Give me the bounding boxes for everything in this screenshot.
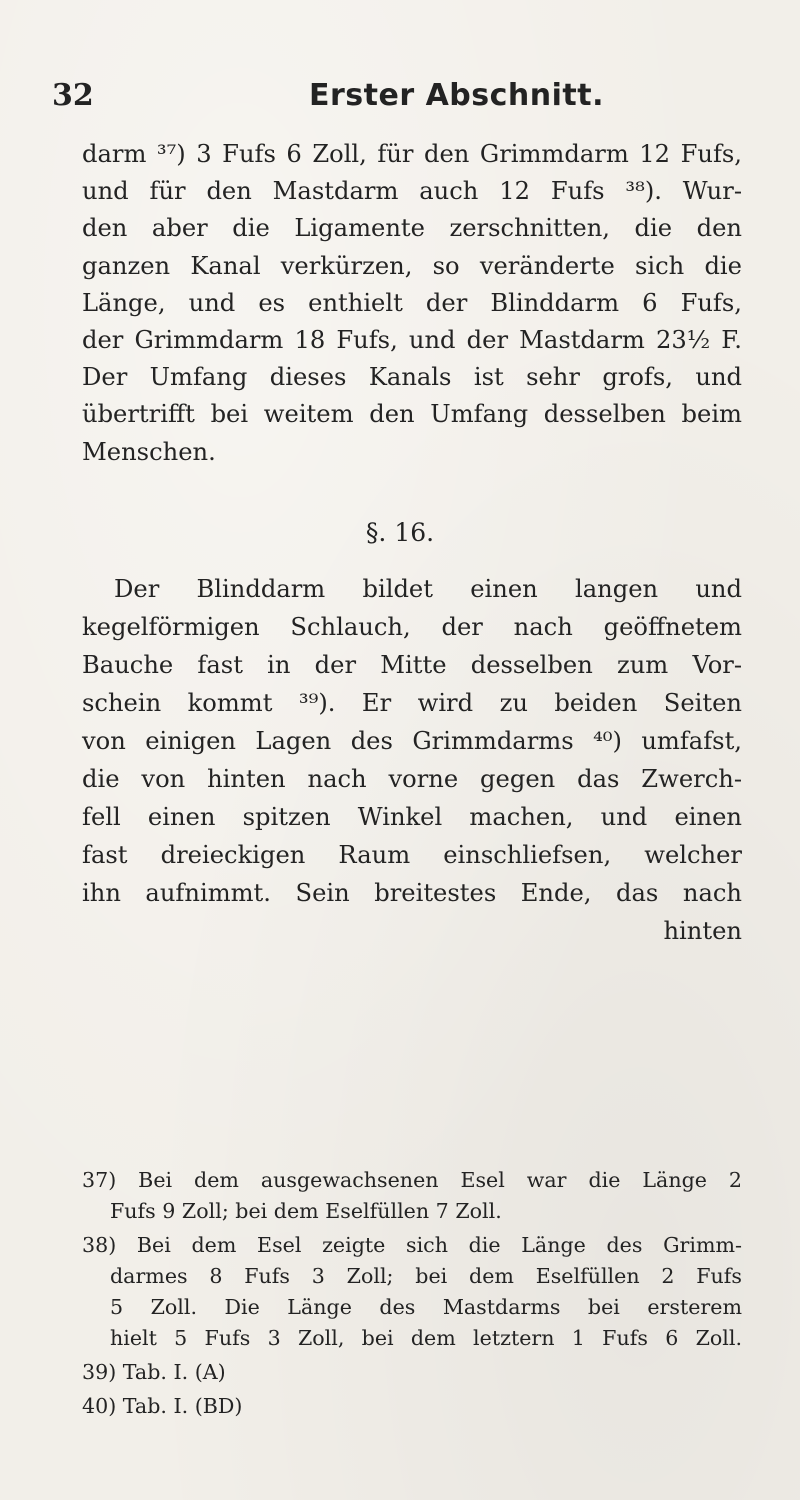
footnote-line: 40) Tab. I. (BD)	[82, 1394, 243, 1418]
text-line: Der Blinddarm bildet einen langen und	[114, 575, 742, 603]
footnote-line: 5 Zoll. Die Länge des Mastdarms bei ersterem	[110, 1295, 742, 1319]
text-line: Menschen.	[82, 437, 216, 466]
footnotes	[82, 1165, 742, 1425]
section-paragraph	[82, 570, 742, 950]
running-head: Erster Abschnitt.	[309, 78, 604, 113]
page-number: 32	[52, 78, 94, 113]
page-header	[52, 78, 752, 118]
text-line: fell einen spitzen Winkel machen, und einen	[82, 803, 742, 831]
footnote-38	[82, 1230, 742, 1354]
text-line: darm ³⁷) 3 Fufs 6 Zoll, für den Grimmdarm 12 Fufs,	[82, 140, 742, 168]
text-line: der Grimmdarm 18 Fufs, und der Mastdarm 23½ F.	[82, 326, 742, 355]
text-line: den aber die Ligamente zerschnitten, die den	[82, 214, 742, 243]
footnote-line: 39) Tab. I. (A)	[82, 1360, 226, 1384]
paragraph-continued	[82, 136, 742, 471]
text-line: Länge, und es enthielt der Blinddarm 6 Fufs,	[82, 288, 742, 317]
footnote-line: darmes 8 Fufs 3 Zoll; bei dem Eselfüllen 2 Fufs	[110, 1264, 742, 1288]
text-line: und für den Mastdarm auch 12 Fufs ³⁸). Wur-	[82, 177, 742, 206]
footnote-39	[82, 1357, 742, 1388]
footnote-40	[82, 1391, 742, 1422]
text-line: ihn aufnimmt. Sein breitestes Ende, das nach	[82, 879, 742, 907]
text-line: schein kommt ³⁹). Er wird zu beiden Seiten	[82, 689, 742, 717]
footnote-line: 37) Bei dem ausgewachsenen Esel war die Länge 2	[82, 1168, 742, 1192]
section-heading: §. 16.	[365, 518, 435, 547]
footnote-line: Fufs 9 Zoll; bei dem Eselfüllen 7 Zoll.	[110, 1199, 502, 1223]
text-line: Der Umfang dieses Kanals ist sehr grofs, und	[82, 363, 742, 392]
footnote-line: 38) Bei dem Esel zeigte sich die Länge des Grimm-	[82, 1233, 742, 1257]
footnote-37	[82, 1165, 742, 1227]
footnote-line: hielt 5 Fufs 3 Zoll, bei dem letztern 1 Fufs 6 Zoll.	[110, 1326, 742, 1350]
text-line: die von hinten nach vorne gegen das Zwerch-	[82, 765, 742, 793]
text-line: Bauche fast in der Mitte desselben zum Vor-	[82, 651, 742, 679]
text-line: von einigen Lagen des Grimmdarms ⁴⁰) umfafst,	[82, 727, 742, 755]
text-line: kegelförmigen Schlauch, der nach geöffnetem	[82, 613, 742, 641]
text-line: übertrifft bei weitem den Umfang desselben beim	[82, 400, 742, 429]
catchword: hinten	[663, 917, 742, 945]
text-line: ganzen Kanal verkürzen, so veränderte sich die	[82, 251, 742, 280]
text-line: fast dreieckigen Raum einschliefsen, welcher	[82, 841, 742, 869]
